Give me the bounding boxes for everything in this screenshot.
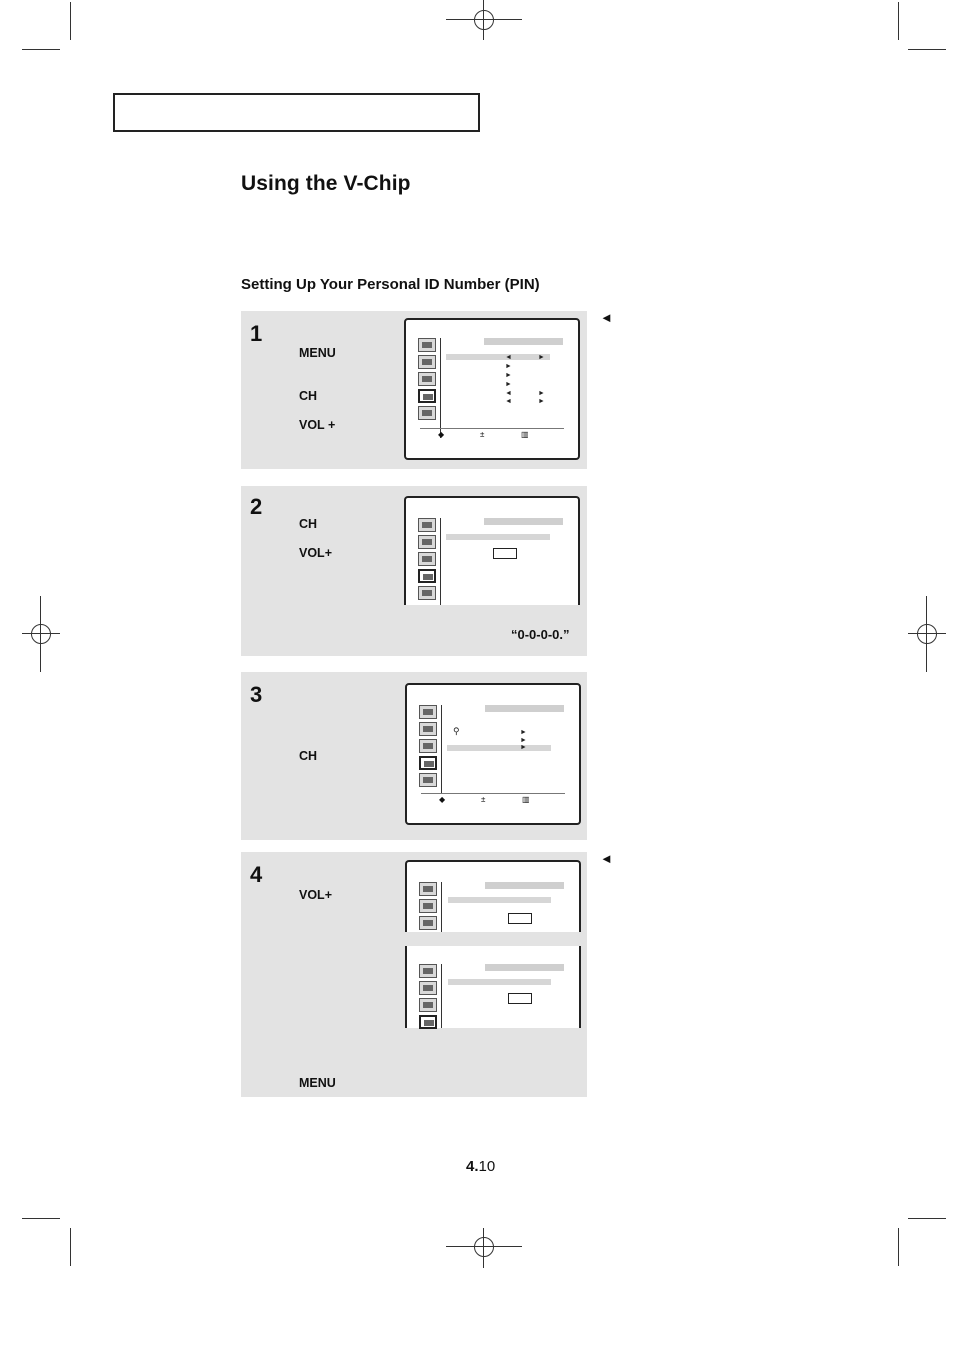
picture-icon [418, 338, 436, 352]
key-label: VOL+ [299, 888, 332, 902]
chapter-header-box [113, 93, 480, 132]
menu-icon-column [419, 964, 439, 1032]
exit-icon: ▥ [521, 430, 529, 439]
menu-footer [421, 793, 565, 806]
step-number: 1 [250, 321, 263, 346]
registration-mark-line [22, 633, 60, 634]
page-number [466, 1158, 495, 1175]
crop-mark [908, 1218, 946, 1219]
menu-highlight-bar [446, 534, 550, 540]
menu-divider [440, 338, 441, 438]
menu-divider [441, 882, 442, 932]
sound-icon [419, 722, 437, 736]
key-label: VOL + [299, 418, 336, 432]
sound-icon [419, 899, 437, 913]
channel-icon [419, 739, 437, 753]
registration-mark-line [40, 596, 41, 672]
menu-divider [441, 705, 442, 793]
tv-menu-screen [405, 683, 581, 825]
sound-icon [418, 355, 436, 369]
menu-divider [440, 518, 441, 605]
key-label: CH [299, 749, 318, 763]
exit-icon: ▥ [522, 795, 530, 804]
sound-icon [418, 535, 436, 549]
setup-icon [419, 756, 437, 770]
menu-header-bar [484, 338, 563, 345]
tv-menu-screen [404, 496, 580, 605]
menu-highlight-bar [446, 354, 550, 360]
menu-header-bar [485, 705, 564, 712]
arrow-left-icon: ◄ [505, 398, 512, 405]
crop-mark [70, 2, 71, 40]
registration-mark [474, 10, 494, 30]
step-4-panel [241, 852, 587, 1097]
setup-icon [418, 569, 436, 583]
function-icon [419, 773, 437, 787]
menu-highlight-bar [448, 979, 551, 985]
menu-header-bar [485, 964, 564, 971]
setup-icon [419, 1015, 437, 1029]
menu-highlight-bar [448, 897, 551, 903]
key-label: VOL+ [299, 546, 332, 560]
crop-mark [22, 1218, 60, 1219]
marker-arrow: ◄ [600, 310, 613, 325]
picture-icon [419, 705, 437, 719]
arrow-right-icon: ► [505, 372, 512, 379]
page-number-page: 10 [478, 1158, 496, 1175]
key-label: MENU [299, 1076, 336, 1090]
arrow-left-icon: ◄ [505, 390, 512, 397]
step-1-panel [241, 311, 587, 469]
crop-mark [70, 1228, 71, 1266]
menu-highlight-bar [447, 745, 551, 751]
tv-menu-screen [405, 946, 581, 1028]
channel-icon [418, 552, 436, 566]
pin-entry-box [493, 548, 517, 559]
arrow-left-icon: ◄ [505, 354, 512, 361]
key-label: MENU [299, 346, 336, 360]
arrow-right-icon: ► [505, 363, 512, 370]
page-title: Using the V-Chip [241, 172, 411, 195]
step-number: 3 [250, 682, 263, 707]
crop-mark [898, 1228, 899, 1266]
crop-mark [898, 2, 899, 40]
move-icon: ◆ [439, 795, 446, 804]
step-2-panel [241, 486, 587, 656]
registration-mark-line [926, 596, 927, 672]
menu-footer [420, 428, 564, 441]
menu-icon-column [419, 705, 439, 790]
channel-icon [418, 372, 436, 386]
menu-divider [441, 964, 442, 1028]
registration-mark-line [483, 1228, 484, 1268]
picture-icon [418, 518, 436, 532]
picture-icon [419, 964, 437, 978]
arrow-right-icon: ► [505, 381, 512, 388]
menu-icon-column [419, 882, 439, 933]
channel-icon [419, 916, 437, 930]
pin-entry-box [508, 913, 532, 924]
step-number: 2 [250, 494, 263, 519]
arrow-right-icon: ► [538, 354, 545, 361]
page-number-chapter: 4. [466, 1158, 479, 1175]
arrow-right-icon: ► [520, 729, 527, 736]
registration-mark [917, 624, 937, 644]
arrow-right-icon: ► [520, 744, 527, 751]
menu-icon-column [418, 338, 438, 423]
menu-icon-column [418, 518, 438, 603]
lock-icon: ⚲ [453, 726, 460, 736]
section-subtitle: Setting Up Your Personal ID Number (PIN) [241, 276, 540, 293]
setup-icon [418, 389, 436, 403]
marker-arrow: ◄ [600, 851, 613, 866]
function-icon [418, 586, 436, 600]
menu-header-bar [484, 518, 563, 525]
registration-mark-line [446, 19, 522, 20]
pin-entry-box [508, 993, 532, 1004]
arrow-right-icon: ► [520, 737, 527, 744]
channel-icon [419, 998, 437, 1012]
registration-mark-line [908, 633, 946, 634]
registration-mark [31, 624, 51, 644]
tv-menu-screen [405, 860, 581, 932]
step-3-panel [241, 672, 587, 840]
tv-menu-screen [404, 318, 580, 460]
step-number: 4 [250, 862, 263, 887]
sound-icon [419, 981, 437, 995]
key-label: CH [299, 517, 318, 531]
registration-mark-line [483, 0, 484, 40]
enter-icon: ± [480, 430, 485, 439]
crop-mark [908, 49, 946, 50]
arrow-right-icon: ► [538, 398, 545, 405]
key-label: CH [299, 389, 318, 403]
registration-mark-line [446, 1246, 522, 1247]
registration-mark [474, 1237, 494, 1257]
picture-icon [419, 882, 437, 896]
menu-header-bar [485, 882, 564, 889]
function-icon [418, 406, 436, 420]
default-pin-note: “0-0-0-0.” [511, 627, 570, 642]
crop-mark [22, 49, 60, 50]
move-icon: ◆ [438, 430, 445, 439]
arrow-right-icon: ► [538, 390, 545, 397]
enter-icon: ± [481, 795, 486, 804]
